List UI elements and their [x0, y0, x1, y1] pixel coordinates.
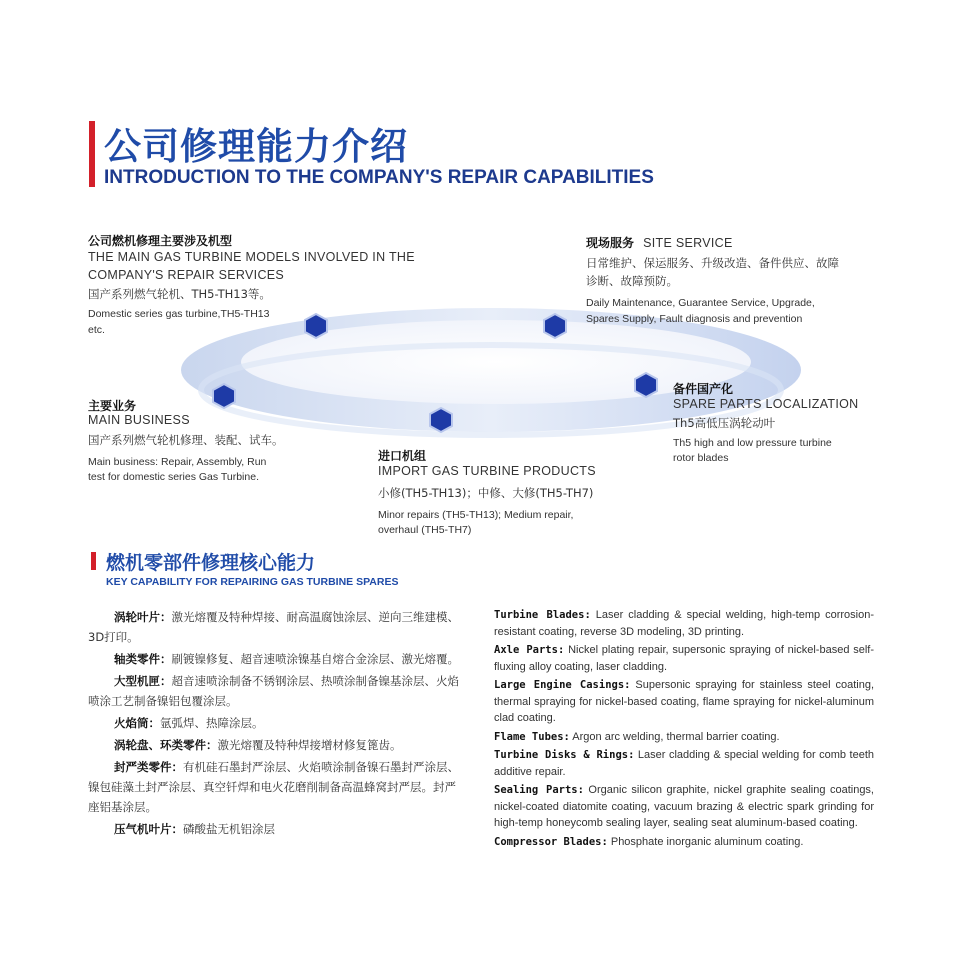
- item-text: 刷镀镍修复、超音速喷涂镍基自熔合金涂层、激光熔覆。: [171, 652, 459, 666]
- list-item: [494, 607, 874, 640]
- business-desc-line2: test for domestic series Gas Turbine.: [88, 471, 259, 483]
- item-text: 超音速喷涂制备不锈钢涂层、热喷涂制备镍基涂层、火焰喷涂工艺制备镍铝包覆涂层。: [88, 674, 459, 708]
- models-cn: 国产系列燃气轮机、TH5-TH13等。: [88, 287, 271, 301]
- section2-title-en: KEY CAPABILITY FOR REPAIRING GAS TURBINE SPARES: [106, 576, 399, 588]
- list-item: [88, 671, 460, 711]
- imports-cn: 小修(TH5-TH13)；中修、大修(TH5-TH7): [378, 486, 594, 500]
- list-item: [494, 782, 874, 832]
- item-label: 压气机叶片：: [114, 822, 183, 836]
- list-item: [494, 677, 874, 727]
- models-desc-line2: etc.: [88, 324, 105, 336]
- section2-title-cn: 燃机零部件修理核心能力: [106, 552, 316, 574]
- site-title-en: SITE SERVICE: [643, 236, 733, 250]
- item-label: Sealing Parts:: [494, 784, 584, 796]
- imports-en: IMPORT GAS TURBINE PRODUCTS: [378, 464, 596, 478]
- item-label: 涡轮盘、环类零件：: [114, 738, 218, 752]
- spares-title: 备件国产化: [673, 382, 734, 396]
- hexagon-marker-spares: [633, 372, 659, 398]
- list-item: [494, 729, 874, 746]
- spares-desc-line2: rotor blades: [673, 452, 729, 464]
- item-label: Compressor Blades:: [494, 835, 608, 848]
- item-text: Laser cladding & special welding for comb teeth additive repair.: [494, 749, 875, 778]
- capability-list-en: [494, 607, 874, 852]
- page-title-en: INTRODUCTION TO THE COMPANY'S REPAIR CAPABILITIES: [104, 167, 654, 188]
- spares-en: SPARE PARTS LOCALIZATION: [673, 397, 859, 411]
- site-heading: [586, 232, 733, 251]
- site-cn-line2: 诊断、故障预防。: [586, 274, 678, 288]
- capability-list-cn: [88, 607, 460, 841]
- item-label: Turbine Blades:: [494, 609, 591, 621]
- site-desc-line2: Spares Supply, Fault diagnosis and prevention: [586, 313, 803, 325]
- item-text: 有机硅石墨封严涂层、火焰喷涂制备镍石墨封严涂层、镍包硅藻土封严涂层、真空钎焊和电火花磨削制备高温蜂窝封严层。封严座铝基涂层。: [88, 760, 459, 814]
- item-label: Flame Tubes:: [494, 730, 570, 743]
- item-label: 封严类零件：: [114, 760, 183, 774]
- item-text: 氩弧焊、热障涂层。: [160, 716, 264, 730]
- imports-desc-line2: overhaul (TH5-TH7): [378, 524, 472, 536]
- title-accent-bar: [89, 121, 95, 187]
- spares-cn: Th5高低压涡轮动叶: [673, 416, 776, 430]
- item-label: 轴类零件：: [114, 652, 172, 666]
- hexagon-marker-site: [542, 313, 568, 339]
- models-title: 公司燃机修理主要涉及机型: [88, 234, 233, 248]
- section2-accent-bar: [91, 552, 96, 570]
- page-title-cn: 公司修理能力介绍: [104, 125, 408, 168]
- models-en-line2: COMPANY'S REPAIR SERVICES: [88, 268, 285, 282]
- hexagon-marker-models: [303, 313, 329, 339]
- item-text: Supersonic spraying for stainless steel coating, thermal spraying for nickel-based coating, flame spraying for nickel-aluminum clad coating.: [494, 679, 874, 724]
- item-text: Phosphate inorganic aluminum coating.: [607, 835, 804, 848]
- business-desc-line1: Main business: Repair, Assembly, Run: [88, 456, 267, 468]
- item-text: Laser cladding & special welding, high-temp corrosion-resistant coating, reverse 3D modeling, 3D printing.: [494, 609, 874, 638]
- list-item: [494, 834, 874, 851]
- list-item: [88, 735, 460, 755]
- item-label: 火焰筒：: [114, 716, 160, 730]
- item-label: 大型机匣：: [114, 674, 172, 688]
- list-item: [88, 757, 460, 817]
- item-label: Axle Parts:: [494, 644, 565, 656]
- list-item: [88, 607, 460, 647]
- item-text: Nickel plating repair, supersonic spraying of nickel-based self-fluxing alloy coating, laser cladding.: [494, 644, 874, 673]
- site-cn-line1: 日常维护、保运服务、升级改造、备件供应、故障: [586, 256, 839, 270]
- list-item: [88, 713, 460, 733]
- list-item: [494, 642, 874, 675]
- spares-desc-line1: Th5 high and low pressure turbine: [673, 437, 832, 449]
- item-text: 激光熔覆及特种焊接、耐高温腐蚀涂层、逆向三维建模、3D打印。: [88, 610, 459, 644]
- item-label: Large Engine Casings:: [494, 679, 631, 691]
- list-item: [88, 819, 460, 839]
- list-item: [88, 649, 460, 669]
- models-desc-line1: Domestic series gas turbine,TH5-TH13: [88, 308, 270, 320]
- item-text: 激光熔覆及特种焊接增材修复篦齿。: [217, 738, 402, 752]
- site-title: 现场服务: [586, 236, 635, 250]
- business-en: MAIN BUSINESS: [88, 413, 190, 427]
- item-label: Turbine Disks & Rings:: [494, 749, 635, 761]
- list-item: [494, 747, 874, 780]
- hexagon-marker-business: [211, 383, 237, 409]
- item-text: Organic silicon graphite, nickel graphite sealing coatings, nickel-coated diatomite coating, vacuum brazing & electric spark grinding for high-temp honeycomb sealing layer, sealing seat aluminum-based coating.: [494, 784, 874, 829]
- business-cn: 国产系列燃气轮机修理、装配、试车。: [88, 433, 284, 447]
- hexagon-marker-imports: [428, 407, 454, 433]
- item-text: 磷酸盐无机铝涂层: [183, 822, 275, 836]
- business-title: 主要业务: [88, 399, 137, 413]
- site-desc-line1: Daily Maintenance, Guarantee Service, Upgrade,: [586, 297, 815, 309]
- item-label: 涡轮叶片：: [114, 610, 172, 624]
- imports-desc-line1: Minor repairs (TH5-TH13); Medium repair,: [378, 509, 574, 521]
- item-text: Argon arc welding, thermal barrier coating.: [569, 730, 780, 743]
- models-en-line1: THE MAIN GAS TURBINE MODELS INVOLVED IN THE: [88, 250, 415, 264]
- imports-title: 进口机组: [378, 449, 427, 463]
